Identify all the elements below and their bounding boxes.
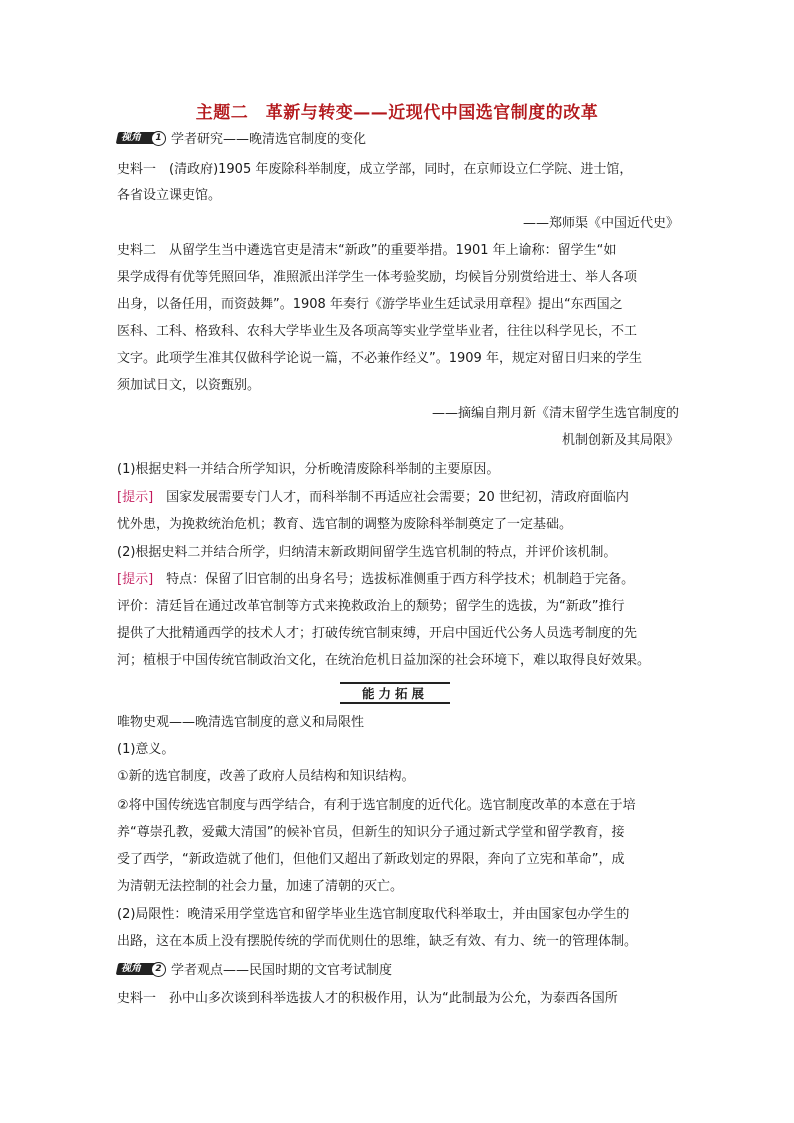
badge-number: 1 <box>151 131 166 146</box>
text-line: 唯物史观——晚清选官制度的意义和局限性 <box>117 715 365 730</box>
text-line: 出身，以备任用，而资鼓舞”。1908 年奏行《游学毕业生廷试录用章程》提出“东西国之 <box>117 297 623 312</box>
text-line: 忧外患，为挽救统治危机；教育、选官制的调整为废除科举制奠定了一定基础。 <box>117 517 573 532</box>
view2-heading: 学者观点——民国时期的文官考试制度 <box>171 963 393 978</box>
text-line: 提供了大批精通西学的技术人才；打破传统官制束缚，开启中国近代公务人员选考制度的先 <box>117 626 638 641</box>
text-line: 史料一 (清政府)1905 年废除科举制度，成立学部，同时，在京师设立仁学院、进士馆， <box>117 162 633 177</box>
citation: ——郑师渠《中国近代史》 <box>522 216 679 231</box>
text-line: ②将中国传统选官制度与西学结合，有利于选官制度的近代化。选官制度改革的本意在于培 <box>117 798 636 813</box>
text-line: 果学成得有优等凭照回华，准照派出洋学生一体考验奖励，均候旨分别赏给进士、举人各项 <box>117 270 638 285</box>
text-line: 评价：清廷旨在通过改革官制等方式来挽救政治上的颓势；留学生的选拔，为“新政”推行 <box>117 599 625 614</box>
text-line: 史料一 孙中山多次谈到科举选拔人才的积极作用，认为“此制最为公允，为泰西各国所 <box>117 991 618 1006</box>
text-line: 受了西学，“新政造就了他们，但他们又超出了新政划定的界限，奔向了立宪和革命”，成 <box>117 852 625 867</box>
answer-text: 国家发展需要专门人才，而科举制不再适应社会需要；20 世纪初，清政府面临内 <box>166 490 629 505</box>
view1-heading-row <box>117 131 679 149</box>
view1-heading: 学者研究——晚清选官制度的变化 <box>171 132 367 147</box>
citation: ——摘编自荆月新《清末留学生选官制度的 <box>431 406 679 421</box>
text-line: (2)局限性：晚清采用学堂选官和留学毕业生选官制度取代科举取士，并由国家包办学生的 <box>117 907 630 922</box>
section-rule <box>340 702 450 704</box>
section-rule <box>340 682 450 684</box>
tip-label: [提示] <box>117 490 154 505</box>
page-title: 主题二 革新与转变——近现代中国选官制度的改革 <box>195 103 599 123</box>
view2-heading-row <box>117 962 679 980</box>
text-line: 为清朝无法控制的社会力量，加速了清朝的灭亡。 <box>117 879 404 894</box>
citation: 机制创新及其局限》 <box>561 433 679 448</box>
question-2: (2)根据史料二并结合所学，归纳清末新政期间留学生选官机制的特点，并评价该机制。 <box>117 545 617 560</box>
text-line: 医科、工科、格致科、农科大学毕业生及各项高等实业学堂毕业者，往往以科学见长，不工 <box>117 324 638 339</box>
badge-text: 视角 <box>121 963 141 974</box>
text-line: ①新的选官制度，改善了政府人员结构和知识结构。 <box>117 769 415 784</box>
question-1: (1)根据史料一并结合所学知识，分析晚清废除科举制的主要原因。 <box>117 462 500 477</box>
view2-badge <box>117 962 167 976</box>
section-title: 能力拓展 <box>361 686 428 701</box>
badge-text: 视角 <box>121 132 141 143</box>
view1-badge <box>117 131 167 145</box>
text-line: 出路，这在本质上没有摆脱传统的学而优则仕的思维，缺乏有效、有力、统一的管理体制。 <box>117 934 638 949</box>
text-line: 文字。此项学生准其仅做科学论说一篇，不必兼作经义”。1909 年，规定对留日归来的学生 <box>117 351 642 366</box>
answer-row <box>117 489 679 507</box>
text-line: 各省设立课吏馆。 <box>117 188 222 203</box>
text-line: 须加试日文，以资甄别。 <box>117 378 261 393</box>
text-line: 养“尊崇孔教，爱戴大清国”的候补官员，但新生的知识分子通过新式学堂和留学教育，接 <box>117 825 625 840</box>
section-heading <box>340 684 450 702</box>
badge-number: 2 <box>151 962 166 977</box>
answer-row <box>117 571 679 589</box>
text-line: 史料二 从留学生当中遴选官吏是清末“新政”的重要举措。1901 年上谕称：留学生“如 <box>117 243 617 258</box>
text-line: (1)意义。 <box>117 742 175 757</box>
text-line: 河；植根于中国传统官制政治文化，在统治危机日益加深的社会环境下，难以取得良好效果。 <box>117 653 651 668</box>
tip-label: [提示] <box>117 572 154 587</box>
answer-text: 特点：保留了旧官制的出身名号；选拔标准侧重于西方科学技术；机制趋于完备。 <box>166 572 635 587</box>
